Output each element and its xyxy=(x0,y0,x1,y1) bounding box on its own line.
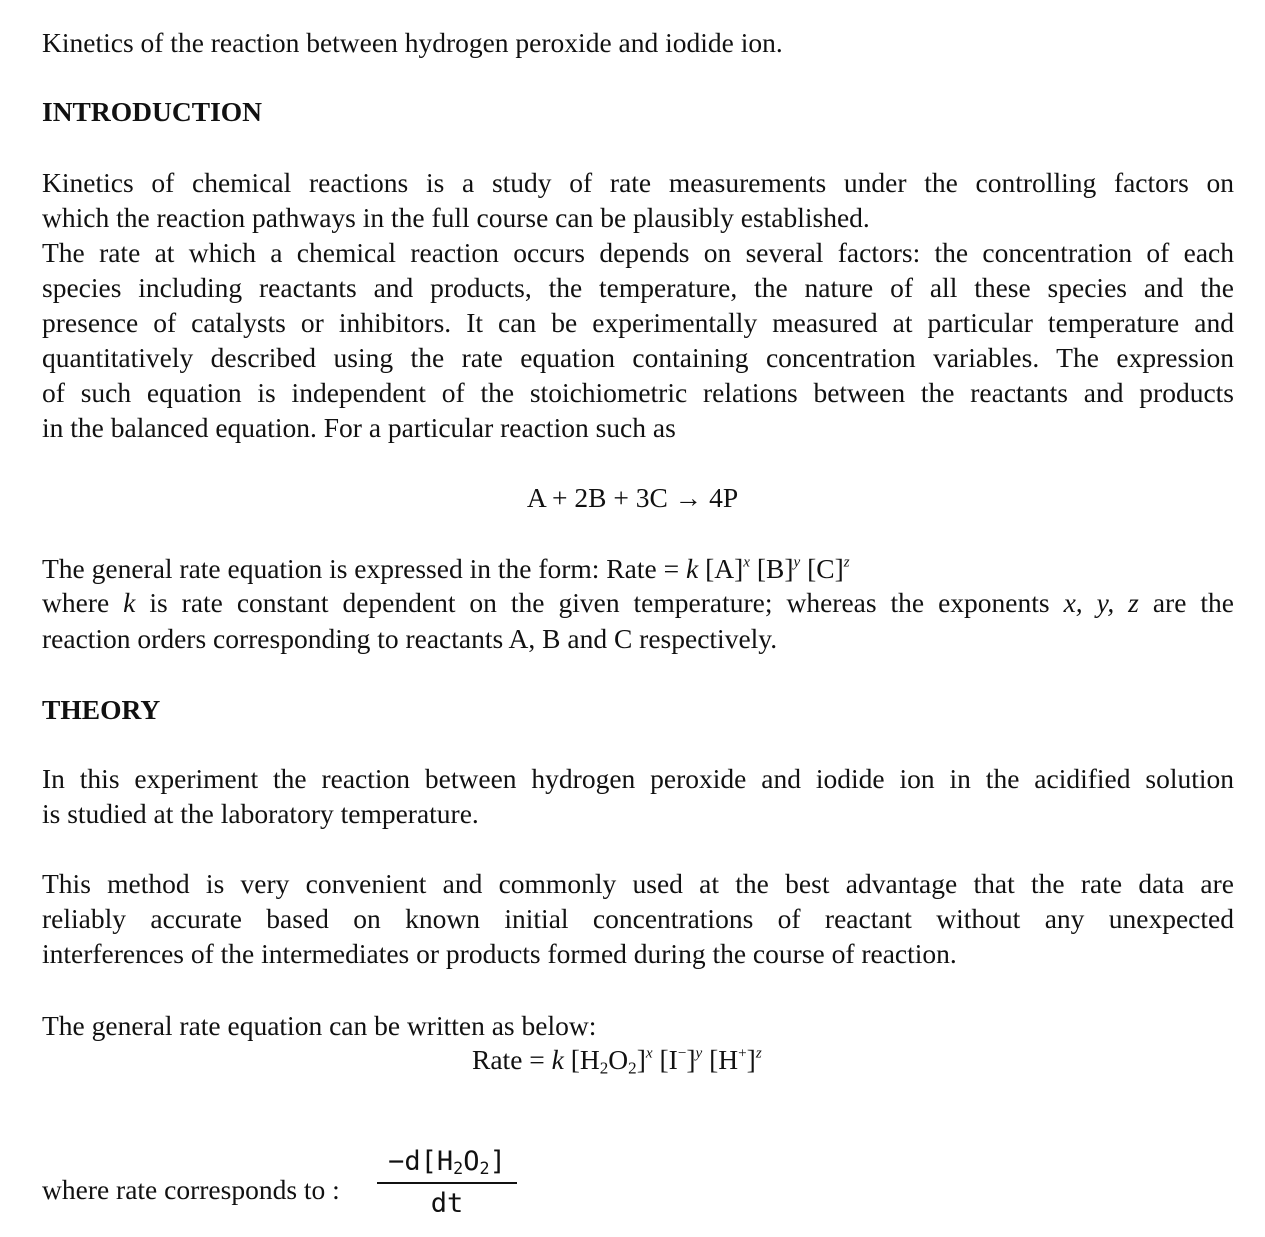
eq-hydrogen-ion: [H xyxy=(702,1044,739,1075)
introduction-heading: INTRODUCTION xyxy=(42,96,263,127)
where-mid-text: is rate constant dependent on the given temperature; whereas the exponents xyxy=(135,587,1064,618)
intro-p2-line: in the balanced equation. For a particular reaction such as xyxy=(42,412,676,443)
theory-p1-line: In this experiment the reaction between hydrogen peroxide and iodide ion in the acidified solution xyxy=(42,763,1234,794)
eq-hydrogen-charge: + xyxy=(738,1045,747,1062)
intro-p2-line: quantitatively described using the rate equation containing concentration variables. The expression xyxy=(42,342,1234,373)
rate-line-text: The general rate equation is expressed in the form: Rate = xyxy=(42,553,686,584)
exponent-x: x xyxy=(743,554,750,571)
eq-o-subscript: 2 xyxy=(628,1058,637,1078)
theory-p1-line: is studied at the laboratory temperature. xyxy=(42,798,479,829)
eq-rate-text: Rate = xyxy=(472,1044,552,1075)
where-end-text: are the xyxy=(1138,587,1234,618)
eq-iodide-close: ] xyxy=(686,1044,696,1075)
intro-p2-line: species including reactants and products, the temperature, the nature of all these species and the xyxy=(42,272,1234,303)
eq-h2o2: [H xyxy=(563,1044,600,1075)
intro-p1-line: which the reaction pathways in the full course can be plausibly established. xyxy=(42,202,870,233)
reaction-equation: A + 2B + 3C → 4P xyxy=(526,482,739,513)
numerator-close: ] xyxy=(489,1146,506,1177)
general-rate-intro: The general rate equation can be written as below: xyxy=(42,1010,597,1041)
eq-h-subscript: 2 xyxy=(599,1058,609,1078)
numerator-oxygen: O xyxy=(463,1146,480,1177)
exponent-z: z xyxy=(843,554,850,571)
exponent-y: y xyxy=(793,554,801,571)
reaction-orders-line: reaction orders corresponding to reactants A, B and C respectively. xyxy=(42,623,778,654)
where-k-line xyxy=(42,585,1234,620)
rate-fraction xyxy=(377,1146,517,1220)
theory-p2-line: reliably accurate based on known initial concentrations of reactant without any unexpected xyxy=(42,903,1234,934)
numerator-text: −d[H xyxy=(388,1146,454,1177)
conc-b: [B] xyxy=(749,553,794,584)
where-text: where xyxy=(42,587,124,618)
general-rate-equation-line xyxy=(42,555,850,583)
eq-h2o2-close: ] xyxy=(636,1044,646,1075)
where-k-symbol: k xyxy=(123,587,136,618)
numerator-h-subscript: 2 xyxy=(453,1158,464,1179)
intro-p2-line: of such equation is independent of the stoichiometric relations between the reactants and products xyxy=(42,377,1234,408)
conc-a: [A] xyxy=(698,553,744,584)
theory-p2-line: interferences of the intermediates or products formed during the course of reaction. xyxy=(42,938,957,969)
eq-iodide-charge: − xyxy=(677,1045,687,1062)
fraction-denominator: dt xyxy=(430,1188,464,1219)
rate-corresponds-label: where rate corresponds to : xyxy=(42,1174,340,1205)
eq-hydrogen-close: ] xyxy=(746,1044,756,1075)
eq-exponent-y: y xyxy=(695,1045,703,1062)
fraction-numerator xyxy=(377,1146,517,1184)
theory-rate-equation xyxy=(472,1044,762,1078)
document-title: Kinetics of the reaction between hydrogen peroxide and iodide ion. xyxy=(42,27,783,58)
where-exponent-vars: x, y, z xyxy=(1063,587,1139,618)
numerator-o-subscript: 2 xyxy=(479,1158,490,1179)
theory-p2-line: This method is very convenient and commonly used at the best advantage that the rate data are xyxy=(42,868,1234,899)
intro-p1-line: Kinetics of chemical reactions is a study of rate measurements under the controlling factors on xyxy=(42,167,1234,198)
eq-oxygen: O xyxy=(608,1044,629,1075)
eq-iodide: [I xyxy=(652,1044,678,1075)
eq-exponent-z: z xyxy=(755,1045,762,1062)
eq-exponent-x: x xyxy=(645,1045,653,1062)
rate-constant-symbol: k xyxy=(685,553,699,584)
intro-p2-line: presence of catalysts or inhibitors. It can be experimentally measured at particular temperature and xyxy=(42,307,1234,338)
theory-heading: THEORY xyxy=(42,694,161,725)
intro-p2-line: The rate at which a chemical reaction occurs depends on several factors: the concentration of each xyxy=(42,237,1234,268)
conc-c: [C] xyxy=(800,553,844,584)
eq-k-symbol: k xyxy=(551,1044,564,1075)
